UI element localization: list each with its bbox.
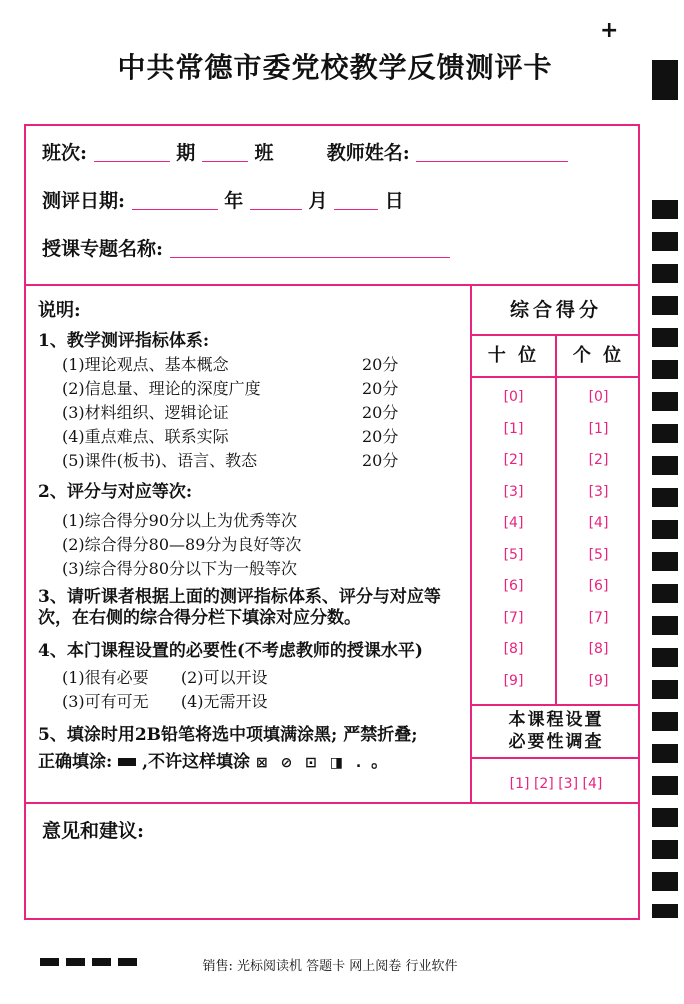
indicator-text: (4)重点难点、联系实际 bbox=[62, 427, 229, 446]
section2-title: 2、评分与对应等次: bbox=[38, 482, 193, 502]
bubble-grid bbox=[472, 378, 640, 704]
bubble-option[interactable]: [9] bbox=[588, 672, 609, 689]
bubble-option[interactable]: [8] bbox=[588, 641, 609, 657]
topic-name-input[interactable] bbox=[170, 239, 450, 258]
indicator-row bbox=[62, 448, 460, 471]
score-column-headers bbox=[472, 336, 640, 378]
indicator-score: 20分 bbox=[362, 379, 399, 398]
topic-name-label: 授课专题名称: bbox=[42, 238, 164, 260]
header-fields-block bbox=[24, 124, 640, 286]
grade-row: (1)综合得分90分以上为优秀等次 bbox=[62, 511, 298, 530]
correct-fill-label: 正确填涂: bbox=[38, 751, 113, 772]
necessity-option: (1)很有必要 bbox=[62, 667, 149, 687]
indicator-text: (5)课件(板书)、语言、教态 bbox=[62, 451, 258, 470]
instructions-block bbox=[24, 286, 472, 804]
day-input[interactable] bbox=[334, 191, 378, 210]
indicator-score: 20分 bbox=[362, 427, 399, 446]
tens-column-header: 十 位 bbox=[472, 336, 557, 376]
indicator-score: 20分 bbox=[362, 403, 399, 422]
day-unit: 日 bbox=[384, 190, 404, 212]
eval-date-label: 测评日期: bbox=[42, 190, 126, 212]
timing-marks-column bbox=[652, 0, 678, 1004]
wrong-fill-marks-icon: ⊠ ⊘ ⊡ ◨ . bbox=[255, 754, 366, 771]
class-unit: 班 bbox=[254, 142, 274, 164]
necessity-option: (4)无需开设 bbox=[180, 691, 268, 711]
indicator-text: (3)材料组织、逻辑论证 bbox=[62, 403, 229, 422]
section5-title: 5、填涂时用2B铅笔将选中项填满涂黑; 严禁折叠; bbox=[38, 724, 418, 745]
registration-mark-plus: + bbox=[600, 18, 619, 43]
grade-row: (3)综合得分80分以下为一般等次 bbox=[62, 559, 298, 578]
necessity-survey-options[interactable]: [1] [2] [3] [4] bbox=[472, 757, 640, 809]
section4-title: 4、本门课程设置的必要性(不考虑教师的授课水平) bbox=[38, 640, 423, 661]
class-session-label: 班次: bbox=[42, 142, 88, 164]
month-input[interactable] bbox=[250, 191, 302, 210]
bubble-option[interactable]: [3] bbox=[588, 483, 609, 500]
bubble-option[interactable]: [1] bbox=[503, 420, 524, 437]
bubble-option[interactable]: [0] bbox=[588, 389, 609, 405]
ones-column-header: 个 位 bbox=[572, 345, 625, 366]
indicator-row bbox=[62, 424, 460, 447]
instructions-heading: 说明: bbox=[38, 300, 81, 321]
bubble-option[interactable]: [7] bbox=[588, 609, 609, 626]
bubble-option[interactable]: [6] bbox=[503, 578, 524, 594]
edge-strip-gap bbox=[678, 0, 684, 1004]
bubble-option[interactable]: [6] bbox=[588, 578, 609, 594]
necessity-survey-title-line1: 本课程设置 bbox=[508, 710, 604, 730]
bubble-option[interactable]: [2] bbox=[588, 452, 609, 468]
bubble-option[interactable]: [7] bbox=[503, 609, 524, 626]
teacher-name-label: 教师姓名: bbox=[326, 142, 410, 164]
bubble-option[interactable]: [9] bbox=[503, 672, 524, 689]
class-number-input[interactable] bbox=[202, 143, 248, 162]
necessity-option-row bbox=[62, 689, 460, 712]
suggestions-area[interactable] bbox=[24, 804, 640, 920]
pink-edge-strip bbox=[684, 0, 700, 1004]
score-panel-title: 综合得分 bbox=[472, 286, 640, 336]
bubble-option[interactable]: [5] bbox=[503, 546, 524, 563]
necessity-option: (2)可以开设 bbox=[180, 667, 268, 687]
indicator-row bbox=[62, 352, 460, 375]
indicator-score: 20分 bbox=[362, 355, 399, 374]
score-panel bbox=[472, 286, 640, 804]
bubble-option[interactable]: [1] bbox=[588, 420, 609, 437]
bubble-option[interactable]: [0] bbox=[503, 389, 524, 405]
indicator-score: 20分 bbox=[362, 451, 399, 470]
tens-bubble-column bbox=[472, 378, 557, 704]
teacher-name-input[interactable] bbox=[416, 143, 568, 162]
necessity-survey-title-line2: 必要性调查 bbox=[508, 732, 604, 752]
indicator-text: (2)信息量、理论的深度广度 bbox=[62, 379, 261, 398]
class-session-input[interactable] bbox=[94, 143, 170, 162]
year-unit: 年 bbox=[224, 190, 244, 212]
necessity-survey-title bbox=[472, 704, 640, 757]
bubble-option[interactable]: [4] bbox=[588, 515, 609, 531]
month-unit: 月 bbox=[308, 190, 328, 212]
grade-row: (2)综合得分80—89分为良好等次 bbox=[62, 535, 302, 554]
period-unit: 期 bbox=[176, 142, 196, 164]
necessity-option-row bbox=[62, 665, 460, 688]
section3-text: 3、请听课者根据上面的测评指标体系、评分与对应等次，在右侧的综合得分栏下填涂对应分数。 bbox=[38, 587, 441, 629]
wrong-fill-label: ,不许这样填涂 bbox=[142, 751, 251, 772]
footer-note: 销售: 光标阅读机 答题卡 网上阅卷 行业软件 bbox=[202, 959, 458, 974]
indicator-row bbox=[62, 400, 460, 423]
section1-title: 1、教学测评指标体系: bbox=[38, 331, 210, 351]
bubble-option[interactable]: [5] bbox=[588, 546, 609, 563]
period-mark: 。 bbox=[371, 751, 389, 772]
bubble-option[interactable]: [3] bbox=[503, 483, 524, 500]
page-title: 中共常德市委党校教学反馈测评卡 bbox=[117, 51, 553, 84]
suggestions-label: 意见和建议: bbox=[42, 820, 145, 842]
bubble-option[interactable]: [4] bbox=[503, 515, 524, 531]
correct-fill-mark-icon bbox=[118, 758, 136, 766]
indicator-text: (1)理论观点、基本概念 bbox=[62, 355, 229, 374]
bubble-option[interactable]: [2] bbox=[503, 452, 524, 468]
section5-marking-line bbox=[38, 747, 460, 772]
indicator-row bbox=[62, 376, 460, 399]
ones-bubble-column bbox=[557, 378, 640, 704]
year-input[interactable] bbox=[132, 191, 218, 210]
bubble-option[interactable]: [8] bbox=[503, 641, 524, 657]
necessity-option: (3)可有可无 bbox=[62, 691, 149, 711]
